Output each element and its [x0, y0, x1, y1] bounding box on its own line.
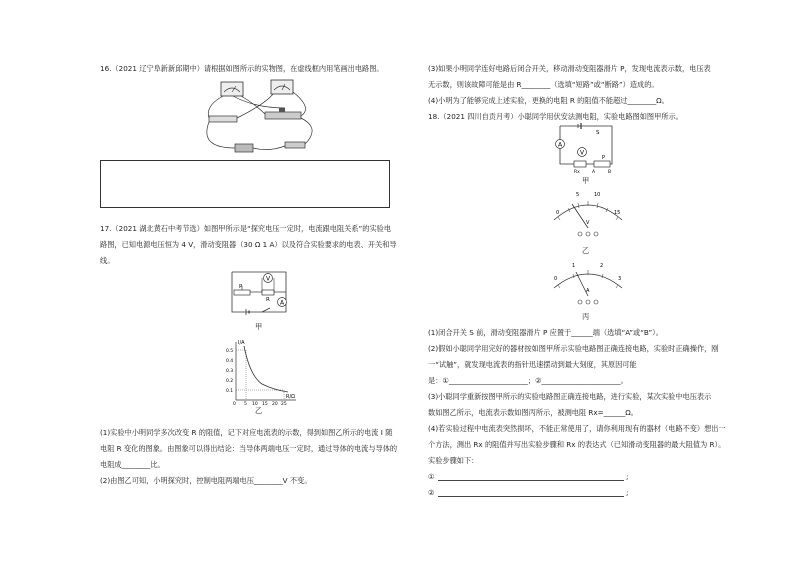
q18-part2-line1: (2)假如小聪同学用完好的器材按如图甲所示实验电路图正确连接电路，实验时正确操作，刚 — [428, 344, 719, 353]
graph-xtick: 15 — [262, 402, 268, 406]
ammeter-unit: A — [586, 288, 590, 294]
resistor-device — [209, 116, 237, 122]
q17-fig-yi-caption: 乙 — [255, 406, 263, 415]
svg-text:B: B — [608, 170, 612, 174]
q18-fig-bing-caption: 丙 — [582, 312, 590, 321]
ammeter-tick: 1 — [572, 263, 576, 269]
q16-text: 16.（2021 辽宁阜新新邱期中）请根据如图所示的实物图，在虚线框内用笔画出电路图。 — [100, 64, 384, 73]
svg-text:A: A — [592, 170, 596, 174]
step-2-label: ② — [428, 488, 435, 497]
voltmeter-device — [271, 80, 293, 94]
voltmeter-tick: 0 — [556, 210, 560, 216]
q17-circuit-diagram — [226, 268, 292, 318]
ammeter-tick: 2 — [600, 263, 604, 269]
q17-part3-line2: 无示数，则该故障可能是由 R________（选填“短路”或“断路”）造成的。 — [428, 80, 659, 89]
q17-part1-line1: (1)实验中小明同学多次改变 R 的阻值，记下对应电流表的示数，得到如图乙所示的电流 I 随 — [100, 428, 393, 437]
graph-xtick: 10 — [252, 402, 258, 406]
q17-fig-jia-caption: 甲 — [255, 322, 263, 331]
q17-part4: (4)小明为了能够完成上述实验，更换的电阻 R 的阻值不能超过________Ω。 — [428, 96, 669, 105]
graph-ylabel: I/A — [238, 340, 245, 346]
q17-part2: (2)由图乙可知，小明探究时，控制电阻两端电压________V 不变。 — [100, 476, 312, 485]
step-2-end: ; — [626, 488, 629, 497]
graph-ytick: 0.3 — [226, 369, 234, 374]
battery-device — [235, 144, 253, 152]
svg-text:P: P — [239, 284, 243, 290]
step-1-label: ① — [428, 472, 435, 481]
q18-fig-yi-caption: 乙 — [582, 246, 590, 255]
q18-part4-line1: (4)若实验过程中电流表突然损坏，不能正常使用了，请你利用现有的器材（电路不变）想出一 — [428, 424, 726, 433]
voltmeter-tick: 5 — [576, 192, 580, 198]
svg-text:P: P — [602, 155, 606, 161]
ammeter-tick: 0 — [554, 276, 558, 282]
svg-text:Rx: Rx — [574, 170, 580, 174]
svg-text:A: A — [280, 299, 285, 307]
q17-text-line2: 路图，已知电源电压恒为 4 V，滑动变阻器（30 Ω 1 A）以及符合实验要求的电表、开关和导 — [100, 240, 397, 249]
graph-xlabel: R/Ω — [286, 394, 295, 400]
graph-xtick: 20 — [272, 402, 278, 406]
q18-part2-line2: 一“试触”，就发现电流表的指针迅速摆动到最大刻度，其原因可能 — [428, 360, 637, 369]
q18-part3-line1: (3)小聪同学重新按图甲所示的实验电路图正确连接电路，进行实验，某次实验中电压表示 — [428, 392, 712, 401]
q18-text: 18.（2021 四川自贡月考）小聪同学用伏安法测电阻，实验电路图如图甲所示。 — [428, 112, 683, 121]
step-2-answer-line[interactable] — [438, 496, 624, 497]
ammeter-tick: 3 — [618, 276, 622, 282]
q18-part3-line2: 数如图乙所示，电流表示数如图丙所示，被测电阻 Rx=______Ω。 — [428, 408, 638, 417]
graph-ytick: 0.1 — [226, 389, 234, 394]
q17-text-line3: 线。 — [100, 256, 115, 265]
svg-text:S: S — [596, 130, 600, 136]
q16-answer-box[interactable] — [100, 160, 390, 208]
q18-fig-jia-caption: 甲 — [582, 176, 590, 185]
ammeter-device — [221, 82, 243, 96]
switch-device — [285, 142, 305, 148]
q17-text-line1: 17.（2021 湖北黄石中考节选）如图甲所示是“探究电压一定时，电流跟电阻关系”的实验电 — [100, 224, 392, 233]
graph-curve — [244, 346, 288, 392]
q17-part3-line1: (3)如果小明同学连好电路后闭合开关，移动滑动变阻器滑片 P，发现电流表示数，电压表 — [428, 64, 711, 73]
q16-physical-circuit-figure — [195, 78, 325, 160]
graph-xtick: 25 — [281, 402, 287, 406]
graph-ytick: 0.5 — [226, 349, 234, 354]
graph-ytick: 0.4 — [226, 359, 234, 364]
voltmeter-tick: 15 — [614, 210, 621, 216]
svg-text:V: V — [580, 149, 585, 157]
svg-text:A: A — [558, 141, 563, 149]
voltmeter-tick: 10 — [594, 192, 601, 198]
voltmeter-dial — [546, 188, 630, 240]
q17-part1-line3: 电阻成________比。 — [100, 460, 165, 469]
rheostat-device — [265, 108, 301, 119]
svg-text:V: V — [266, 275, 271, 283]
voltmeter-unit: V — [586, 220, 590, 226]
q18-part1: (1)闭合开关 S 前，滑动变阻器滑片 P 应置于______端（选填“A”或“B”）。 — [428, 328, 663, 337]
svg-text:R: R — [266, 297, 270, 303]
graph-ytick: 0.2 — [226, 379, 234, 384]
step-1-end: ; — [626, 472, 629, 481]
q18-part4-line2: 个方法，测出 Rx 的阻值并写出实验步骤和 Rx 的表达式（已知滑动变阻器的最大阻值为 R）。 — [428, 440, 726, 449]
graph-xtick: 0 — [233, 402, 236, 406]
q18-part2-line3: 是：①______________________；②______________________。 — [428, 376, 628, 385]
graph-xtick: 5 — [244, 402, 247, 406]
q18-part4-line3: 实验步骤如下： — [428, 456, 479, 465]
q17-part1-line2: 电阻 R 变化的图象。由图象可以得出结论：当导体两端电压一定时，通过导体的电流与导体的 — [100, 444, 398, 453]
q18-circuit-diagram — [552, 122, 620, 174]
step-1-answer-line[interactable] — [438, 480, 624, 481]
q17-current-resistance-graph — [222, 338, 302, 406]
ammeter-dial — [546, 258, 630, 308]
